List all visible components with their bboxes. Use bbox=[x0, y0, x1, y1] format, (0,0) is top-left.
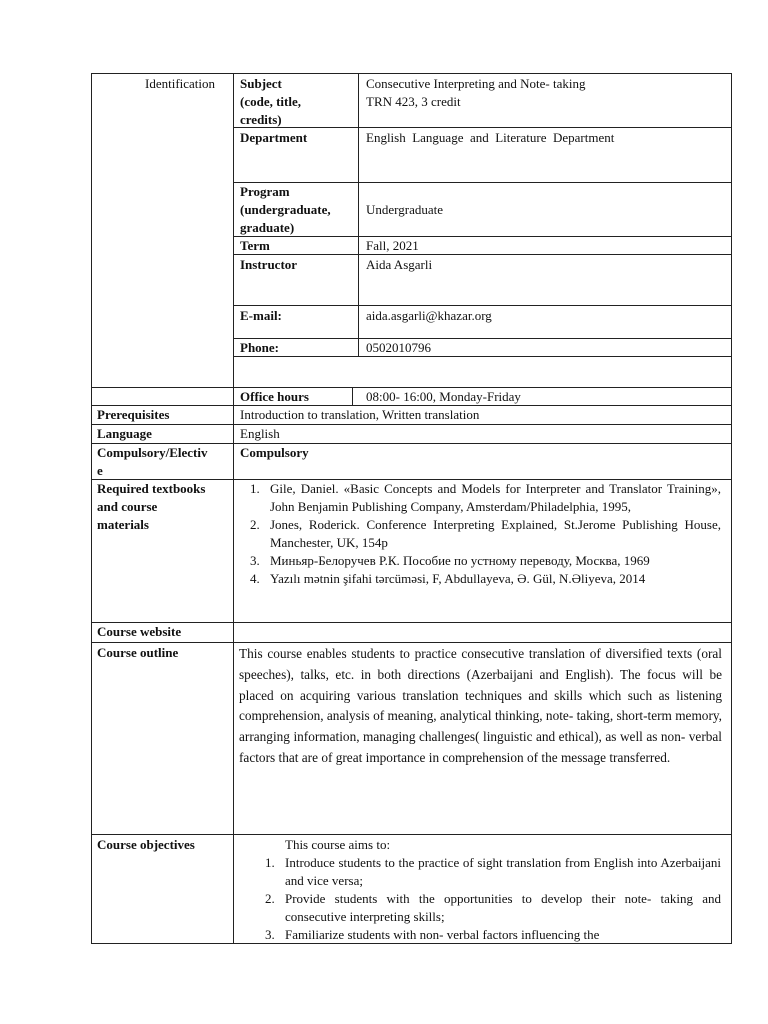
list-item-text: Миньяр-Белоручев Р.К. Пособие по устному переводу, Москва, 1969 bbox=[270, 553, 650, 568]
list-number: 3. bbox=[250, 553, 260, 568]
column-divider bbox=[352, 387, 353, 405]
row-divider bbox=[233, 254, 732, 255]
row-divider bbox=[91, 834, 732, 835]
list-number: 1. bbox=[250, 481, 260, 496]
row-divider bbox=[91, 642, 732, 643]
list-item-text: Introduce students to the practice of sight translation from English into Azerbaijani and vice versa; bbox=[285, 855, 721, 888]
list-item bbox=[239, 570, 721, 588]
list-item-text: Gile, Daniel. «Basic Concepts and Models for Interpreter and Translator Training», John Benjamin Publishing Company, Amsterdam/Philadelphia, 1995, bbox=[270, 481, 721, 514]
list-item bbox=[239, 480, 721, 516]
outline-text: This course enables students to practice consecutive translation of diversified texts (oral speeches), talks, etc. in both directions (Azerbaijani and English). The focus will be placed on acquiring various translation techniques and skills which such as listening comprehension, analysis of meaning, analytical thinking, note- taking, short-term memory, arranging information, managing challenges( linguistic and ethical), as well as non- verbal factors that are of great importance in comprehension of the message transferred. bbox=[239, 646, 722, 765]
website-label: Course website bbox=[97, 624, 182, 639]
row-divider bbox=[233, 305, 732, 306]
list-number: 4. bbox=[250, 571, 260, 586]
compulsory-label-wrap: e bbox=[97, 463, 103, 478]
list-item-text: Provide students with the opportunities to develop their note- taking and consecutive interpreting skills; bbox=[285, 891, 721, 924]
list-item-text: Jones, Roderick. Conference Interpreting Explained, St.Jerome Publishing House, Manchester, UK, 154p bbox=[270, 517, 721, 550]
row-divider bbox=[233, 127, 732, 128]
list-number: 3. bbox=[265, 927, 275, 942]
row-divider bbox=[91, 424, 732, 425]
list-item-text: Yazılı mətnin şifahi tərcüməsi, F, Abdullayeva, Ə. Gül, N.Əliyeva, 2014 bbox=[270, 571, 646, 586]
office-hours-value: 08:00- 16:00, Monday-Friday bbox=[366, 389, 521, 404]
department-label: Department bbox=[240, 130, 308, 145]
objectives-intro: This course aims to: bbox=[285, 837, 391, 852]
office-hours-label: Office hours bbox=[240, 389, 309, 404]
section-label-identification: Identification bbox=[145, 76, 216, 91]
prerequisites-label: Prerequisites bbox=[97, 407, 170, 422]
language-label: Language bbox=[97, 426, 152, 441]
column-divider bbox=[358, 73, 359, 356]
row-divider bbox=[233, 338, 732, 339]
compulsory-value: Compulsory bbox=[240, 445, 309, 460]
row-divider bbox=[233, 356, 732, 357]
list-item-text: Familiarize students with non- verbal factors influencing the bbox=[285, 927, 600, 942]
prerequisites-value: Introduction to translation, Written translation bbox=[240, 407, 480, 422]
textbooks-label: Required textbooks and course materials bbox=[97, 481, 206, 532]
instructor-label: Instructor bbox=[240, 257, 298, 272]
list-number: 2. bbox=[265, 891, 275, 906]
row-divider bbox=[91, 622, 732, 623]
phone-value: 0502010796 bbox=[366, 340, 431, 355]
list-item bbox=[254, 890, 721, 926]
term-value: Fall, 2021 bbox=[366, 238, 419, 253]
instructor-value: Aida Asgarli bbox=[366, 257, 433, 272]
list-number: 2. bbox=[250, 517, 260, 532]
compulsory-label: Compulsory/Electiv bbox=[97, 445, 208, 460]
list-item bbox=[254, 926, 721, 944]
department-value: English Language and Literature Department bbox=[366, 130, 615, 145]
program-label: Program (undergraduate, graduate) bbox=[240, 184, 331, 235]
subject-label: Subject (code, title, credits) bbox=[240, 76, 302, 127]
term-label: Term bbox=[240, 238, 270, 253]
list-number: 1. bbox=[265, 855, 275, 870]
column-divider bbox=[233, 73, 234, 944]
textbooks-list bbox=[239, 480, 721, 588]
program-value: Undergraduate bbox=[366, 202, 444, 217]
subject-value: Consecutive Interpreting and Note- taking TRN 423, 3 credit bbox=[366, 76, 586, 109]
language-value: English bbox=[240, 426, 280, 441]
outline-label: Course outline bbox=[97, 645, 179, 660]
objectives-label: Course objectives bbox=[97, 837, 195, 852]
email-value: aida.asgarli@khazar.org bbox=[366, 308, 492, 323]
email-label: E-mail: bbox=[240, 308, 282, 323]
list-item bbox=[254, 854, 721, 890]
list-item bbox=[239, 552, 721, 570]
objectives-list bbox=[254, 854, 721, 944]
list-item bbox=[239, 516, 721, 552]
phone-label: Phone: bbox=[240, 340, 279, 355]
